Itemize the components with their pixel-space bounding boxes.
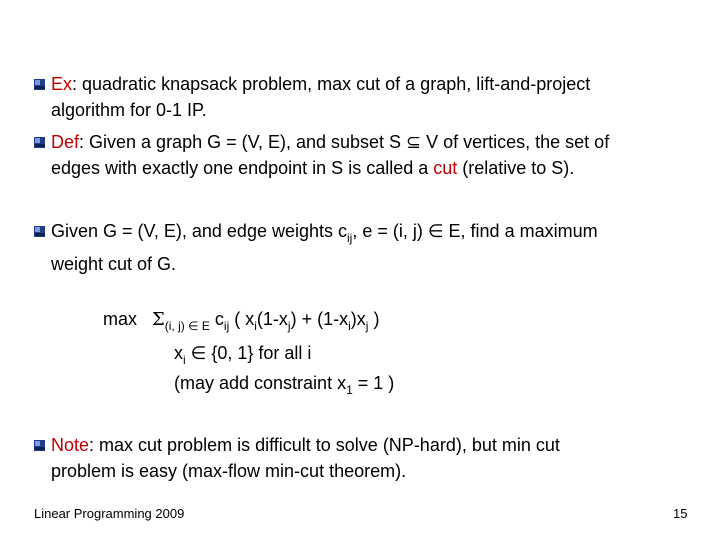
objective-sub2: j: [287, 319, 291, 333]
problem-sub-ij: ij: [347, 231, 353, 245]
objective-part4: )x: [350, 309, 366, 329]
objective-part3: ) + (1-x: [290, 309, 349, 329]
bullet-example: [33, 71, 703, 123]
objective-sub1: i: [254, 319, 257, 333]
max-label: max: [103, 309, 138, 329]
constraint-optional: [174, 369, 394, 404]
objective-sub4: j: [365, 319, 369, 333]
cut-term: cut: [433, 158, 458, 178]
objective-line: [103, 305, 379, 340]
note-label: Note: [51, 435, 90, 455]
constraint-x: x: [174, 343, 183, 363]
square-bullet-icon: [33, 439, 46, 452]
bullet-note: [33, 432, 703, 484]
constraint-x-sub: i: [183, 353, 186, 367]
constraint-binary-text: ∈ {0, 1} for all i: [185, 343, 312, 363]
footer-course-title: Linear Programming 2009: [34, 506, 185, 521]
note-text-cont: problem is easy (max-flow min-cut theorem).: [51, 461, 407, 481]
bullet-definition: [33, 129, 703, 181]
square-bullet-icon: [33, 225, 46, 238]
objective-part5: ): [368, 309, 380, 329]
square-bullet-icon: [33, 136, 46, 149]
objective-sub3: i: [348, 319, 351, 333]
problem-text-b: , e = (i, j) ∈ E, find a maximum: [352, 221, 598, 241]
note-text: : max cut problem is difficult to solve (NP-hard), but min cut: [89, 435, 560, 455]
square-bullet-icon: [33, 78, 46, 91]
sigma-symbol: Σ: [152, 309, 165, 330]
objective-part2: (1-x: [256, 309, 288, 329]
definition-text: : Given a graph G = (V, E), and subset S ⊆ V of vertices, the set of: [79, 132, 610, 152]
problem-text-a: Given G = (V, E), and edge weights c: [51, 221, 347, 241]
objective-part1: ( x: [229, 309, 255, 329]
optional-constraint-b: = 1 ): [352, 373, 395, 393]
optional-constraint-sub: 1: [346, 383, 353, 397]
page-number: 15: [673, 506, 688, 521]
example-text-cont: algorithm for 0-1 IP.: [51, 100, 207, 120]
definition-text-cont: edges with exactly one endpoint in S is called a: [51, 158, 434, 178]
example-label: Ex: [51, 74, 73, 94]
objective-c: c: [209, 309, 224, 329]
definition-text-end: (relative to S).: [457, 158, 575, 178]
definition-label: Def: [51, 132, 80, 152]
problem-text-cont: weight cut of G.: [51, 254, 177, 274]
bullet-maxcut-problem: [33, 218, 703, 277]
example-text: : quadratic knapsack problem, max cut of a graph, lift-and-project: [72, 74, 591, 94]
optional-constraint-a: (may add constraint x: [174, 373, 347, 393]
sigma-subscript: (i, j) ∈ E: [164, 319, 210, 333]
objective-c-sub: ij: [223, 319, 230, 333]
